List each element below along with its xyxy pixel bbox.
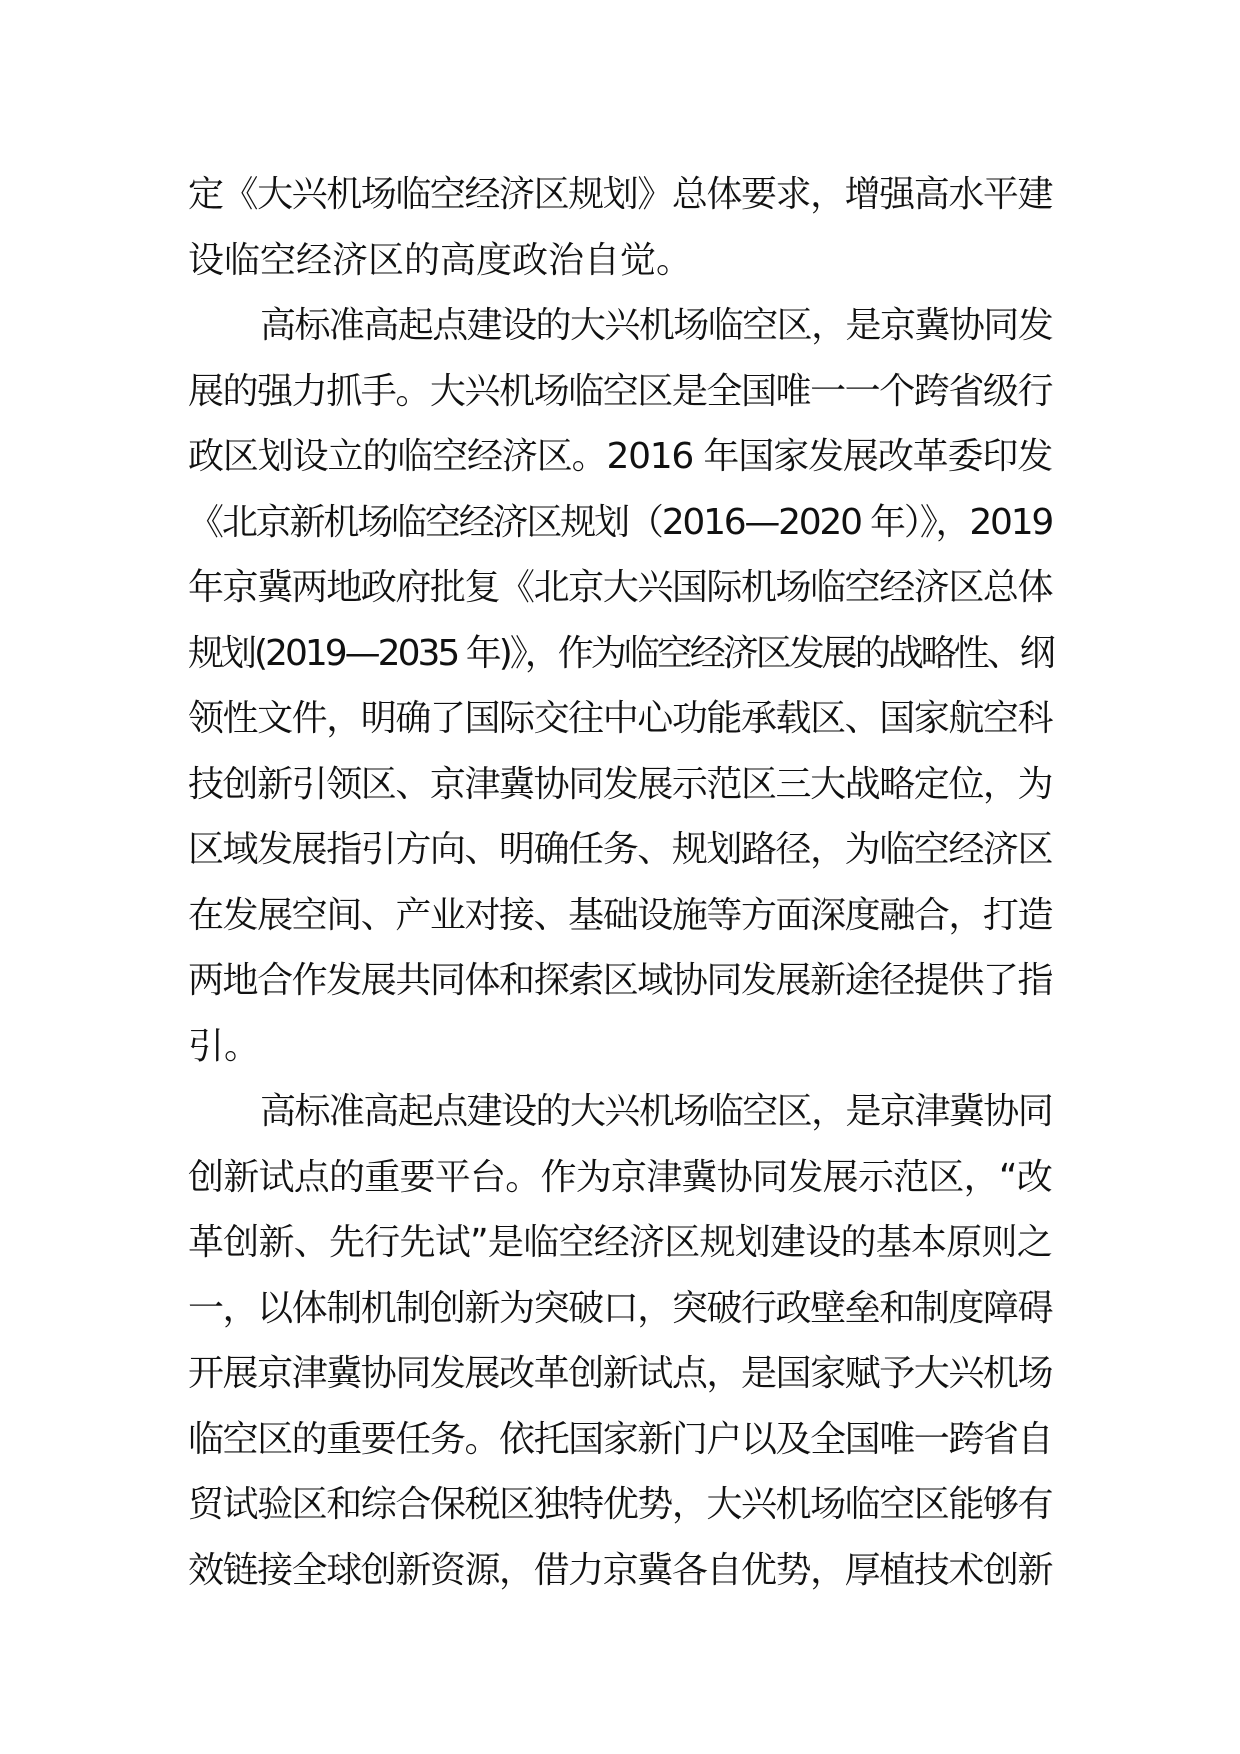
text-line: 效链接全球创新资源，借力京冀各自优势，厚植技术创新: [188, 1549, 1052, 1591]
text-line: 一，以体制机制创新为突破口，突破行政壁垒和制度障碍: [188, 1287, 1052, 1329]
text-line: 引。: [188, 1025, 261, 1067]
text-line: 领性文件，明确了国际交往中心功能承载区、国家航空科: [188, 698, 1052, 739]
text-line: 两地合作发展共同体和探索区域协同发展新途径提供了指: [188, 960, 1052, 1001]
text-line: 高标准高起点建设的大兴机场临空区，是京冀协同发: [260, 305, 1052, 346]
paragraph: [188, 293, 1052, 1079]
body-text: [188, 162, 1052, 1603]
text-line: 区域发展指引方向、明确任务、规划路径，为临空经济区: [188, 829, 1052, 870]
text-line: 开展京津冀协同发展改革创新试点，是国家赋予大兴机场: [188, 1353, 1052, 1394]
text-line: 技创新引领区、京津冀协同发展示范区三大战略定位，为: [188, 763, 1052, 805]
text-line: 展的强力抓手。大兴机场临空区是全国唯一一个跨省级行: [188, 370, 1052, 412]
text-line: 临空区的重要任务。依托国家新门户以及全国唯一跨省自: [188, 1418, 1052, 1460]
text-line: 创新试点的重要平台。作为京津冀协同发展示范区，“改: [188, 1156, 1052, 1198]
text-line: 在发展空间、产业对接、基础设施等方面深度融合，打造: [188, 894, 1052, 936]
text-line: 《北京新机场临空经济区规划（2016—2020 年）》，2019: [188, 501, 1052, 543]
text-line: 革创新、先行先试”是临空经济区规划建设的基本原则之: [188, 1222, 1052, 1263]
text-line: 年京冀两地政府批复《北京大兴国际机场临空经济区总体: [188, 567, 1052, 608]
paragraph: [188, 1079, 1052, 1603]
text-line: 高标准高起点建设的大兴机场临空区，是京津冀协同: [260, 1091, 1052, 1132]
text-line: 贸试验区和综合保税区独特优势，大兴机场临空区能够有: [188, 1484, 1052, 1525]
paragraph: [188, 162, 1052, 293]
text-line: 规划(2019—2035 年)》，作为临空经济区发展的战略性、纲: [188, 632, 1053, 674]
text-line: 定《大兴机场临空经济区规划》总体要求，增强高水平建: [188, 174, 1052, 215]
text-line: 设临空经济区的高度政治自觉。: [188, 239, 693, 281]
text-line: 政区划设立的临空经济区。2016 年国家发展改革委印发: [188, 436, 1052, 477]
